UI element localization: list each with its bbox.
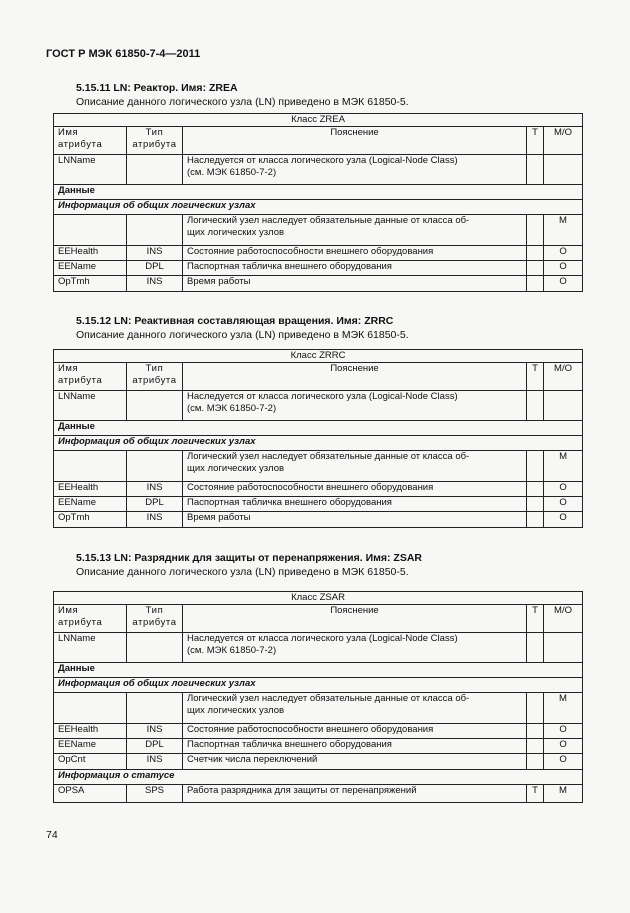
attr-type: DPL	[127, 261, 183, 276]
class-label: Класс ZSAR	[54, 592, 583, 605]
col-header-attr: Имя атрибута	[54, 605, 127, 633]
attr-desc: Наследуется от класса логического узла (Logical-Node Class) (см. МЭК 61850-7-2)	[183, 155, 527, 185]
table-row	[54, 739, 583, 754]
table-row	[54, 633, 583, 663]
col-header-desc: Пояснение	[183, 363, 527, 391]
col-header-attr: Имя атрибута	[54, 127, 127, 155]
attr-mo: М	[544, 785, 583, 803]
attr-name: EEName	[54, 497, 127, 512]
attr-t	[527, 724, 544, 739]
attr-t	[527, 276, 544, 292]
section-description: Описание данного логического узла (LN) приведено в МЭК 61850-5.	[76, 96, 409, 108]
attr-mo: М	[544, 693, 583, 724]
attr-type: INS	[127, 246, 183, 261]
table-row	[54, 724, 583, 739]
section-title: 5.15.11 LN: Реактор. Имя: ZREA	[76, 82, 238, 94]
attr-type: SPS	[127, 785, 183, 803]
attr-name: LNName	[54, 155, 127, 185]
attr-name: OPSA	[54, 785, 127, 803]
page-number: 74	[46, 829, 58, 841]
attr-mo: О	[544, 497, 583, 512]
attr-t	[527, 739, 544, 754]
section-description: Описание данного логического узла (LN) приведено в МЭК 61850-5.	[76, 329, 409, 341]
class-label: Класс ZRRC	[54, 350, 583, 363]
attr-mo: О	[544, 276, 583, 292]
attr-desc: Счетчик числа переключений	[183, 754, 527, 770]
attr-desc: Логический узел наследует обязательные данные от класса об- щих логических узлов	[183, 693, 527, 724]
group-common: Информация об общих логических узлах	[54, 678, 583, 693]
section-description: Описание данного логического узла (LN) приведено в МЭК 61850-5.	[76, 566, 409, 578]
attr-desc: Наследуется от класса логического узла (Logical-Node Class) (см. МЭК 61850-7-2)	[183, 391, 527, 421]
table-row	[54, 246, 583, 261]
table-row	[54, 276, 583, 292]
attr-t	[527, 261, 544, 276]
ln-table-zrrc	[53, 349, 583, 528]
document-header: ГОСТ Р МЭК 61850-7-4—2011	[46, 48, 201, 60]
group-data: Данные	[54, 185, 583, 200]
attr-desc: Состояние работоспособности внешнего оборудования	[183, 724, 527, 739]
col-header-attr: Имя атрибута	[54, 363, 127, 391]
attr-name: EEName	[54, 739, 127, 754]
attr-desc: Паспортная табличка внешнего оборудования	[183, 261, 527, 276]
attr-desc: Время работы	[183, 276, 527, 292]
attr-t	[527, 482, 544, 497]
table-row	[54, 451, 583, 482]
col-header-type: Тип атрибута	[127, 363, 183, 391]
table-row	[54, 155, 583, 185]
col-header-mo: М/О	[544, 127, 583, 155]
attr-name: LNName	[54, 633, 127, 663]
attr-t	[527, 754, 544, 770]
attr-t: Т	[527, 785, 544, 803]
attr-mo: М	[544, 451, 583, 482]
attr-type: INS	[127, 512, 183, 528]
attr-mo: О	[544, 724, 583, 739]
attr-mo: М	[544, 215, 583, 246]
attr-desc: Состояние работоспособности внешнего оборудования	[183, 246, 527, 261]
attr-t	[527, 497, 544, 512]
attr-t	[527, 246, 544, 261]
col-header-t: Т	[527, 127, 544, 155]
attr-mo: О	[544, 246, 583, 261]
attr-name: LNName	[54, 391, 127, 421]
ln-table-zrea	[53, 113, 583, 292]
table-row	[54, 261, 583, 276]
attr-desc: Паспортная табличка внешнего оборудования	[183, 497, 527, 512]
col-header-type: Тип атрибута	[127, 127, 183, 155]
attr-name: OpTmh	[54, 276, 127, 292]
section-title: 5.15.13 LN: Разрядник для защиты от перенапряжения. Имя: ZSAR	[76, 552, 423, 564]
col-header-desc: Пояснение	[183, 605, 527, 633]
table-row	[54, 497, 583, 512]
col-header-type: Тип атрибута	[127, 605, 183, 633]
attr-name: OpTmh	[54, 512, 127, 528]
attr-type: DPL	[127, 739, 183, 754]
group-data: Данные	[54, 663, 583, 678]
attr-desc: Логический узел наследует обязательные данные от класса об- щих логических узлов	[183, 215, 527, 246]
attr-type: INS	[127, 276, 183, 292]
attr-type: DPL	[127, 497, 183, 512]
table-row	[54, 754, 583, 770]
table-row	[54, 482, 583, 497]
attr-t	[527, 512, 544, 528]
attr-mo: О	[544, 739, 583, 754]
attr-mo: О	[544, 482, 583, 497]
table-row	[54, 391, 583, 421]
table-row	[54, 215, 583, 246]
class-label: Класс ZREA	[54, 114, 583, 127]
col-header-t: Т	[527, 363, 544, 391]
table-row	[54, 785, 583, 803]
attr-desc: Логический узел наследует обязательные данные от класса об- щих логических узлов	[183, 451, 527, 482]
table-row	[54, 512, 583, 528]
attr-type: INS	[127, 482, 183, 497]
col-header-mo: М/О	[544, 363, 583, 391]
attr-desc: Паспортная табличка внешнего оборудования	[183, 739, 527, 754]
attr-type: INS	[127, 754, 183, 770]
attr-mo: О	[544, 512, 583, 528]
col-header-desc: Пояснение	[183, 127, 527, 155]
group-common: Информация об общих логических узлах	[54, 436, 583, 451]
group-data: Данные	[54, 421, 583, 436]
attr-name: EEHealth	[54, 724, 127, 739]
group-common: Информация об общих логических узлах	[54, 200, 583, 215]
section-title: 5.15.12 LN: Реактивная составляющая вращения. Имя: ZRRC	[76, 315, 394, 327]
attr-desc: Состояние работоспособности внешнего оборудования	[183, 482, 527, 497]
ln-table-zsar	[53, 591, 583, 803]
attr-desc: Работа разрядника для защиты от перенапряжений	[183, 785, 527, 803]
attr-mo: О	[544, 754, 583, 770]
group-status: Информация о статусе	[54, 770, 583, 785]
col-header-mo: М/О	[544, 605, 583, 633]
attr-type: INS	[127, 724, 183, 739]
attr-name: EEName	[54, 261, 127, 276]
attr-name: EEHealth	[54, 482, 127, 497]
attr-name: OpCnt	[54, 754, 127, 770]
attr-desc: Наследуется от класса логического узла (Logical-Node Class) (см. МЭК 61850-7-2)	[183, 633, 527, 663]
attr-desc: Время работы	[183, 512, 527, 528]
attr-name: EEHealth	[54, 246, 127, 261]
table-row	[54, 693, 583, 724]
attr-mo: О	[544, 261, 583, 276]
col-header-t: Т	[527, 605, 544, 633]
